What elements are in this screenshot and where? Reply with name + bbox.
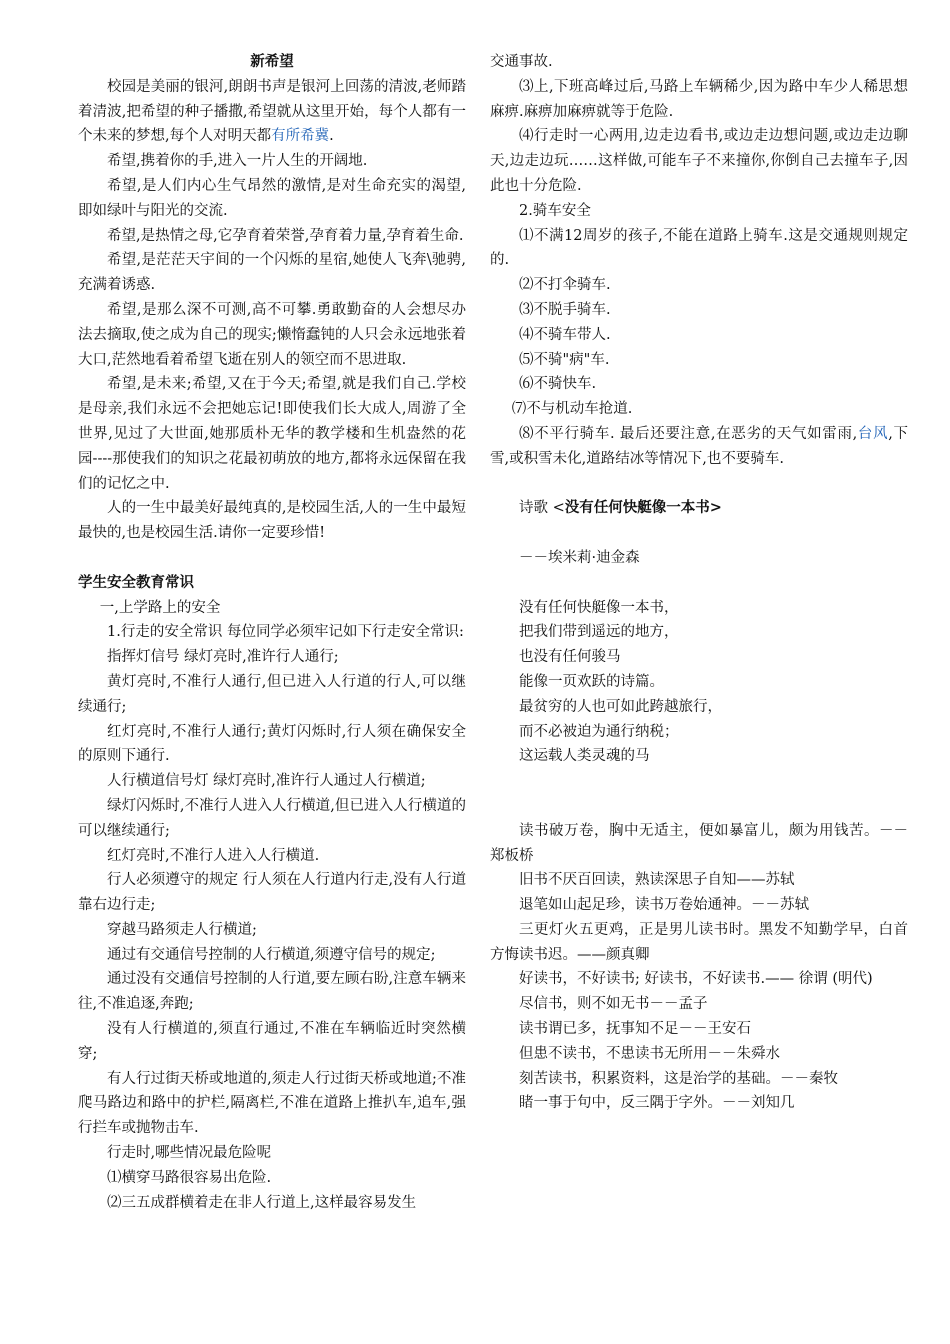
paragraph: 红灯亮时,不准行人通行;黄灯闪烁时,行人须在确保安全的原则下通行. <box>78 723 466 765</box>
paragraph: 人的一生中最美好最纯真的,是校园生活,人的一生中最短最快的,也是校园生活.请你一定要珍惜! <box>78 500 466 542</box>
quote-line: 睹一事于句中，反三隅于字外。－－刘知几 <box>519 1095 795 1112</box>
poem-line: 能像一页欢跃的诗篇。 <box>519 673 664 690</box>
paragraph: 希望,是人们内心生气昂然的激情,是对生命充实的渴望,即如绿叶与阳光的交流. <box>78 177 466 219</box>
paragraph: ⑺不与机动车抢道. <box>511 401 633 418</box>
paragraph: 2.骑车安全 <box>519 202 591 219</box>
paragraph: ⑴横穿马路很容易出危险. <box>107 1169 272 1186</box>
poem-lines <box>490 596 908 770</box>
quote-line: 三更灯火五更鸡，正是男儿读书时。黑发不知勤学早，白首方悔读书迟。——颜真卿 <box>490 921 908 963</box>
paragraph: 校园是美丽的银河,朗朗书声是银河上回荡的清波,老师踏着清波,把希望的种子播撒,希望就从这里开始，每个人都有一个未来的梦想,每个人对明天都有所希冀. <box>78 78 466 145</box>
paragraph: 行走时,哪些情况最危险呢 <box>107 1145 272 1162</box>
article-title: 新希望 <box>250 53 294 70</box>
paragraph: 没有人行横道的,须直行通过,不准在车辆临近时突然横穿; <box>78 1021 466 1062</box>
paragraph: 黄灯亮时,不准行人通行,但已进入人行道的行人,可以继续通行; <box>78 673 466 715</box>
paragraph: ⑷行走时一心两用,边走边看书,或边走边想问题,或边走边聊天,边走边玩……这样做,可能车子不来撞你,你倒自己去撞车子,因此也十分危险. <box>490 128 908 194</box>
paragraph: ⑴不满12周岁的孩子,不能在道路上骑车.这是交通规则规定的. <box>490 227 908 269</box>
paragraph: 希望,携着你的手,进入一片人生的开阔地. <box>107 153 368 170</box>
poem-line: 也没有任何骏马 <box>519 649 621 666</box>
paragraph: ⑹不骑快车. <box>519 376 597 393</box>
quote-line: 读书谓已多，抚事知不足－－王安石 <box>519 1021 751 1038</box>
poem-line: 而不必被迫为通行纳税； <box>519 723 679 740</box>
paragraph: 人行横道信号灯 绿灯亮时,准许行人通过人行横道; <box>107 773 426 790</box>
paragraph: 有人行过街天桥或地道的,须走人行过街天桥或地道;不准爬马路边和路中的护栏,隔离栏,不准在道路上推扒车,追车,强行拦车或抛物击车. <box>78 1070 466 1137</box>
paragraph: ⑸不骑"病"车. <box>519 351 610 368</box>
quote-line: 刻苦读书，积累资料，这是治学的基础。－－秦牧 <box>519 1070 838 1087</box>
paragraph: ⑵不打伞骑车. <box>519 277 611 294</box>
quote-line: 好读书，不好读书; 好读书，不好读书.—— 徐谓 (明代) <box>519 971 873 988</box>
paragraph: ⑻不平行骑车. 最后还要注意,在恶劣的天气如雷雨,台风,下雪,或积雪未化,道路结冰等情况下,也不要骑车. <box>490 425 909 467</box>
poem-author: －－埃米莉·迪金森 <box>519 549 640 566</box>
paragraph: 通过有交通信号控制的人行横道,须遵守信号的规定; <box>107 946 436 963</box>
left-column <box>78 50 466 1215</box>
quote-line: 退笔如山起足珍，读书万卷始通神。－－苏轼 <box>519 897 809 914</box>
paragraph: 希望,是未来;希望,又在于今天;希望,就是我们自己.学校是母亲,我们永远不会把她忘记!即使我们长大成人,周游了全世界,见过了大世面,她那质朴无华的教学楼和生机盎然的花园----那使我们的知识之花最初萌放的地方,都将永远保留在我们的记忆之中. <box>78 376 466 492</box>
paragraph: 穿越马路须走人行横道; <box>107 921 257 938</box>
quote-line: 尽信书，则不如无书－－孟子 <box>519 996 708 1013</box>
poem-line: 把我们带到遥远的地方， <box>519 624 679 641</box>
paragraph: ⑵三五成群横着走在非人行道上,这样最容易发生 <box>107 1194 417 1211</box>
section-title: 学生安全教育常识 <box>78 573 194 591</box>
paragraph: ⑶不脱手骑车. <box>519 301 611 318</box>
paragraph: 一,上学路上的安全 <box>99 599 221 616</box>
paragraph: 行人必须遵守的规定 行人须在人行道内行走,没有人行道靠右边行走; <box>78 872 466 914</box>
paragraph: 希望,是茫茫天宇间的一个闪烁的星宿,她使人飞奔\驰骋,充满着诱惑. <box>78 252 466 294</box>
poem-title: 没有任何快艇像一本书 <box>564 499 710 517</box>
quote-line: 读书破万卷，胸中无适主，便如暴富儿，颇为用钱苦。－－郑板桥 <box>490 822 908 864</box>
right-column <box>490 50 908 1116</box>
hyperlink[interactable]: 有所希冀 <box>271 128 330 145</box>
paragraph: 指挥灯信号 绿灯亮时,准许行人通行; <box>107 649 339 666</box>
poem-heading: 诗歌 <没有任何快艇像一本书> <box>519 499 722 517</box>
poem-line: 这运载人类灵魂的马 <box>519 748 650 765</box>
paragraph: 通过没有交通信号控制的人行道,要左顾右盼,注意车辆来往,不准追逐,奔跑; <box>78 971 466 1013</box>
hyperlink[interactable]: 台风 <box>857 425 889 442</box>
poem-line: 最贫穷的人也可如此跨越旅行， <box>519 698 722 715</box>
poem-line: 没有任何快艇像一本书， <box>519 599 679 616</box>
paragraph: 绿灯闪烁时,不准行人进入人行横道,但已进入人行横道的可以继续通行; <box>78 797 466 839</box>
paragraph: 红灯亮时,不准行人进入人行横道. <box>107 847 320 864</box>
quotes-list <box>490 819 908 1117</box>
paragraph: 希望,是热情之母,它孕育着荣誉,孕育着力量,孕育着生命. <box>107 227 464 244</box>
paragraph: ⑷不骑车带人. <box>519 326 611 343</box>
paragraph: 交通事故. <box>490 54 553 70</box>
paragraph: 希望,是那么深不可测,高不可攀.勇敢勤奋的人会想尽办法去摘取,使之成为自己的现实;懒惰蠢钝的人只会永远地张着大口,茫然地看着希望飞逝在别人的领空而不思进取. <box>78 301 466 368</box>
quote-line: 旧书不厌百回读，熟读深思子自知——苏轼 <box>519 872 795 889</box>
paragraph: 1.行走的安全常识 每位同学必须牢记如下行走安全常识: <box>107 624 464 641</box>
paragraph: ⑶上,下班高峰过后,马路上车辆稀少,因为路中车少人稀思想麻痹.麻痹加麻痹就等于危险. <box>490 78 908 120</box>
quote-line: 但患不读书，不患读书无所用－－朱舜水 <box>519 1045 780 1062</box>
